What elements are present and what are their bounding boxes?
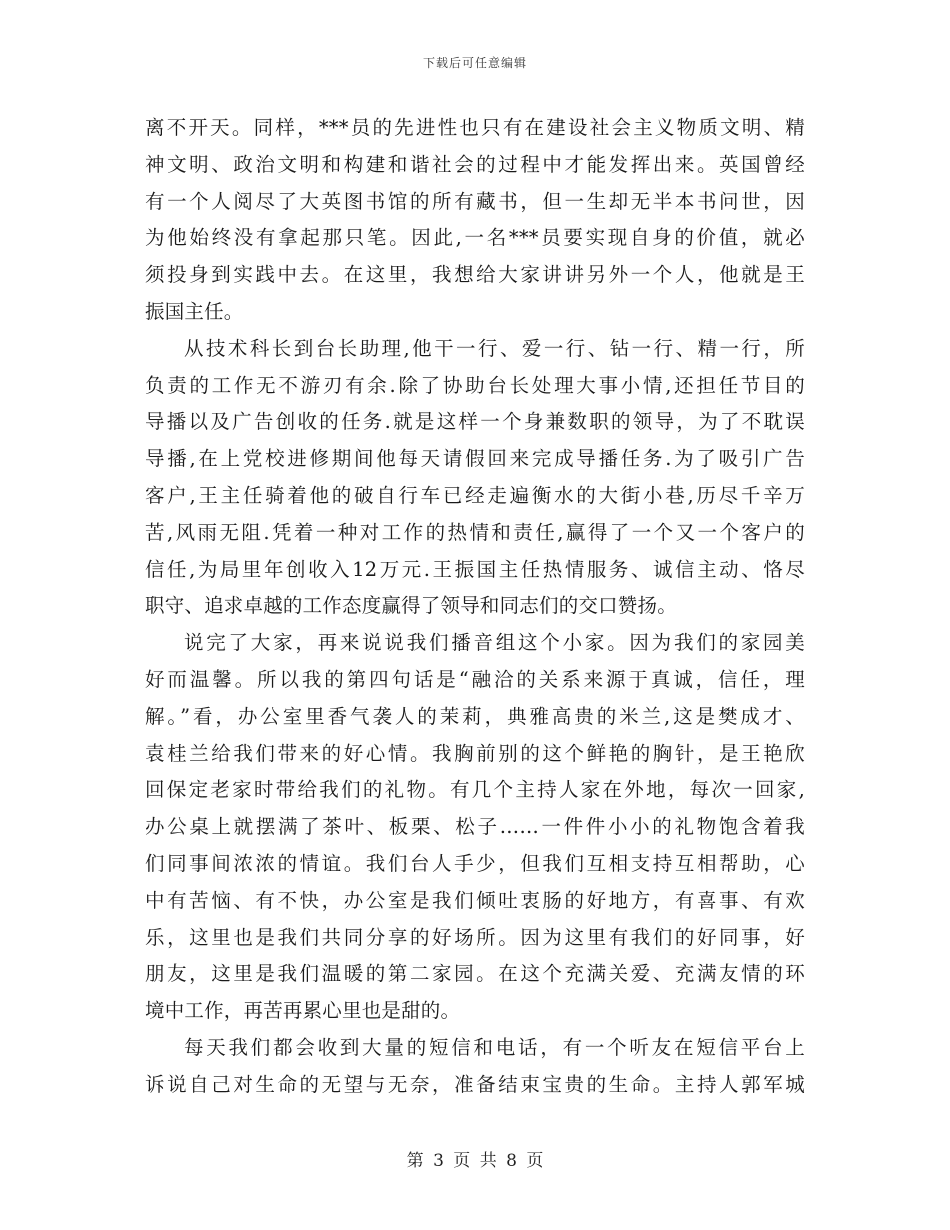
text-line: 导播以及广告创收的任务.就是这样一个身兼数职的领导，为了不耽误 bbox=[145, 410, 805, 434]
text-line: 境中工作，再苦再累心里也是甜的。 bbox=[145, 999, 461, 1023]
text-line: 振国主任。 bbox=[145, 299, 244, 323]
text-line: 神文明、政治文明和构建和谐社会的过程中才能发挥出来。英国曾经 bbox=[145, 152, 805, 176]
document-body bbox=[145, 110, 805, 1104]
text-line: 解。”看，办公室里香气袭人的茉莉，典雅高贵的米兰,这是樊成才、 bbox=[145, 704, 805, 728]
text-line: 说完了大家，再来说说我们播音组这个小家。因为我们的家园美 bbox=[184, 631, 805, 655]
text-line: 职守、追求卓越的工作态度赢得了领导和同志们的交口赞扬。 bbox=[145, 594, 677, 618]
text-line: 客户,王主任骑着他的破自行车已经走遍衡水的大街小巷,历尽千辛万 bbox=[145, 483, 805, 507]
page-header: 下载后可任意编辑 bbox=[422, 56, 527, 70]
text-line: 中有苦恼、有不快，办公室是我们倾吐衷肠的好地方，有喜事、有欢 bbox=[145, 888, 805, 912]
text-line: 为他始终没有拿起那只笔。因此,一名***员要实现自身的价值，就必 bbox=[145, 226, 805, 250]
text-line: 诉说自己对生命的无望与无奈，准备结束宝贵的生命。主持人郭军城 bbox=[145, 1072, 805, 1096]
text-line: 好而温馨。所以我的第四句话是“融洽的关系来源于真诚，信任，理 bbox=[145, 667, 805, 691]
page-footer: 第 3 页 共 8 页 bbox=[406, 1151, 544, 1171]
text-line: 们同事间浓浓的情谊。我们台人手少，但我们互相支持互相帮助，心 bbox=[145, 851, 805, 875]
text-line: 办公桌上就摆满了茶叶、板栗、松子……一件件小小的礼物饱含着我 bbox=[145, 815, 805, 839]
text-line: 有一个人阅尽了大英图书馆的所有藏书，但一生却无半本书问世，因 bbox=[145, 189, 805, 213]
text-line: 离不开天。同样，***员的先进性也只有在建设社会主义物质文明、精 bbox=[145, 116, 805, 139]
text-line: 乐，这里也是我们共同分享的好场所。因为这里有我们的好同事，好 bbox=[145, 925, 805, 949]
text-line: 袁桂兰给我们带来的好心情。我胸前别的这个鲜艳的胸针，是王艳欣 bbox=[145, 741, 805, 765]
text-line: 负责的工作无不游刃有余.除了协助台长处理大事小情,还担任节目的 bbox=[145, 373, 805, 397]
text-line: 每天我们都会收到大量的短信和电话，有一个听友在短信平台上 bbox=[184, 1035, 805, 1059]
text-line: 须投身到实践中去。在这里，我想给大家讲讲另外一个人，他就是王 bbox=[145, 263, 805, 287]
text-line: 从技术科长到台长助理,他干一行、爱一行、钻一行、精一行，所 bbox=[184, 336, 805, 360]
text-line: 导播,在上党校进修期间他每天请假回来完成导播任务.为了吸引广告 bbox=[145, 447, 805, 471]
text-line: 回保定老家时带给我们的礼物。有几个主持人家在外地，每次一回家, bbox=[145, 778, 805, 802]
text-line: 苦,风雨无阻.凭着一种对工作的热情和责任,赢得了一个又一个客户的 bbox=[145, 520, 805, 544]
text-line: 信任,为局里年创收入12万元.王振国主任热情服务、诚信主动、恪尽 bbox=[145, 557, 805, 581]
text-line: 朋友，这里是我们温暖的第二家园。在这个充满关爱、充满友情的环 bbox=[145, 962, 805, 986]
